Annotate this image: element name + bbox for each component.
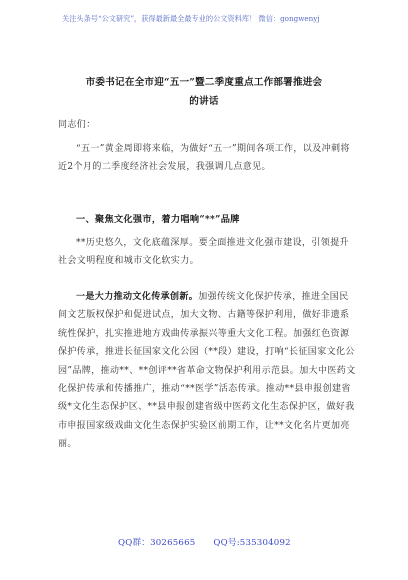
footer-contacts <box>118 536 309 548</box>
salutation: 同志们： <box>58 120 96 130</box>
qq-number: QQ号:535304092 <box>213 538 291 548</box>
doc-title-line-2: 的讲话 <box>189 96 219 107</box>
culture-lead: 一是大力推动文化传承创新。 <box>76 292 199 302</box>
culture-body: 加强传统文化保护传承，推进全国民间文艺版权保护和促进试点，加大文物、古籍等保护利用，做好非遗系统性保护，扎实推进地方戏曲传承振兴等重大文化工程。加强红色资源保护传承，推进长征国家文化公园（**段）建设，打响“长征国家文化公园”品牌，推动**、**创评**省革命文物保护利用示范县。加大中医药文化保护传承和传播推广，推动“**医学”活态传承。推动**县申报创建省级*文化生态保护区、**县申报创建省级中医药文化生态保护区，做好我市申报国家级戏曲文化生态保护实验区前期工作，让**文化名片更加亮丽。 <box>58 292 356 450</box>
culture-paragraph <box>58 288 356 454</box>
doc-title-line-1: 市委书记在全市迎“五一”暨二季度重点工作部署推进会 <box>85 77 323 88</box>
history-paragraph: **历史悠久，文化底蕴深厚。要全面推进文化强市建设，引领提升社会文明程度和城市文化软实力。 <box>58 238 350 267</box>
header-note: 关注头条号“公文研究”，获得最新最全最专业的公文资料库！ 微信：gongwenyj <box>62 14 320 23</box>
qq-group: QQ群：30265665 <box>118 538 196 548</box>
section-heading-1: 一、聚焦文化强市，着力唱响“**”品牌 <box>76 214 240 225</box>
intro-paragraph: “五一”黄金周即将来临，为做好“五一”期间各项工作，以及冲刺将近2个月的二季度经济社会发展，我强调几点意见。 <box>58 144 350 173</box>
